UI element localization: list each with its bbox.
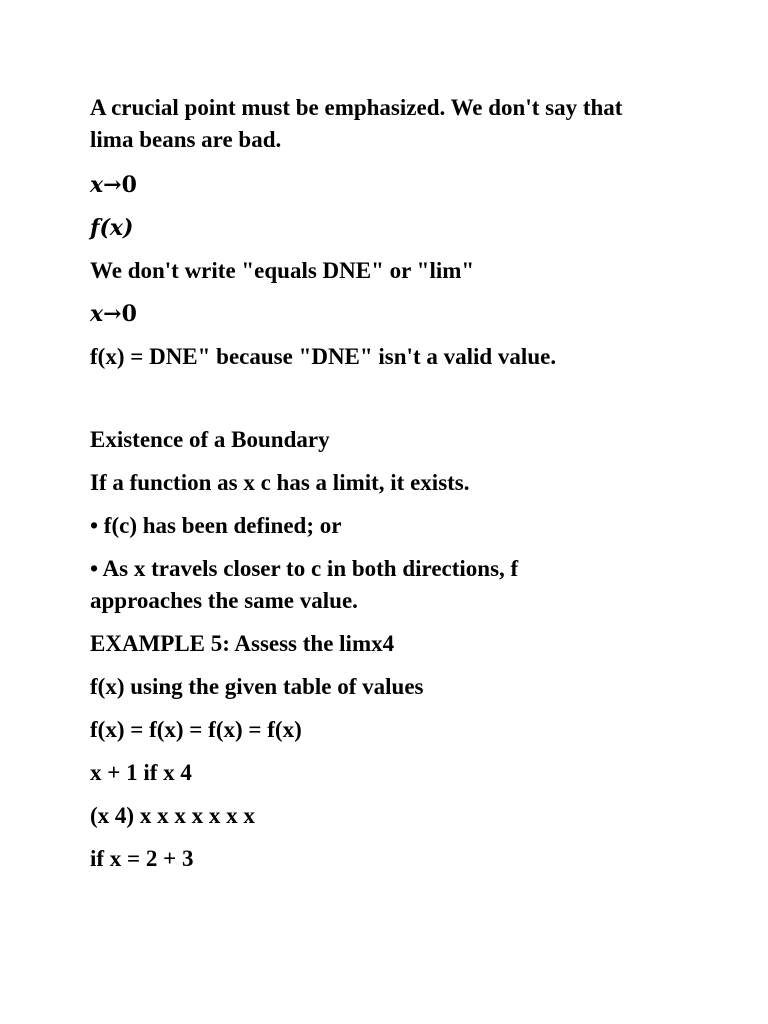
- paragraph-line: We don't write "equals DNE" or "lim": [90, 258, 475, 283]
- bullet-item: • As x travels closer to c in both directions, f: [90, 556, 519, 581]
- section-heading: Existence of a Boundary: [90, 427, 330, 452]
- math-expression-limit: [90, 298, 137, 330]
- bullet-item: • f(c) has been defined; or: [90, 513, 342, 538]
- math-expression-function: 𝒇(𝒙): [90, 215, 134, 241]
- paragraph-line: if x = 2 + 3: [90, 846, 194, 871]
- paragraph-line: f(x) = DNE" because "DNE" isn't a valid value.: [90, 344, 557, 369]
- paragraph-line: A crucial point must be emphasized. We don't say that: [90, 95, 623, 120]
- bullet-item-continuation: approaches the same value.: [90, 588, 358, 613]
- paragraph-line: If a function as x c has a limit, it exists.: [90, 470, 470, 495]
- paragraph-line: x + 1 if x 4: [90, 760, 192, 785]
- math-arrow: →: [103, 301, 122, 327]
- math-number: 0: [121, 172, 137, 198]
- example-title: EXAMPLE 5: Assess the limx4: [90, 631, 395, 656]
- math-number: 0: [121, 301, 137, 327]
- paragraph-line: f(x) using the given table of values: [90, 674, 424, 699]
- paragraph-line: (x 4) x x x x x x x: [90, 803, 255, 828]
- math-variable: 𝒙: [90, 172, 104, 198]
- math-arrow: →: [103, 172, 122, 198]
- paragraph-line: f(x) = f(x) = f(x) = f(x): [90, 717, 302, 742]
- math-expression-limit: [90, 169, 137, 201]
- paragraph-line: lima beans are bad.: [90, 127, 282, 152]
- math-variable: 𝒙: [90, 301, 104, 327]
